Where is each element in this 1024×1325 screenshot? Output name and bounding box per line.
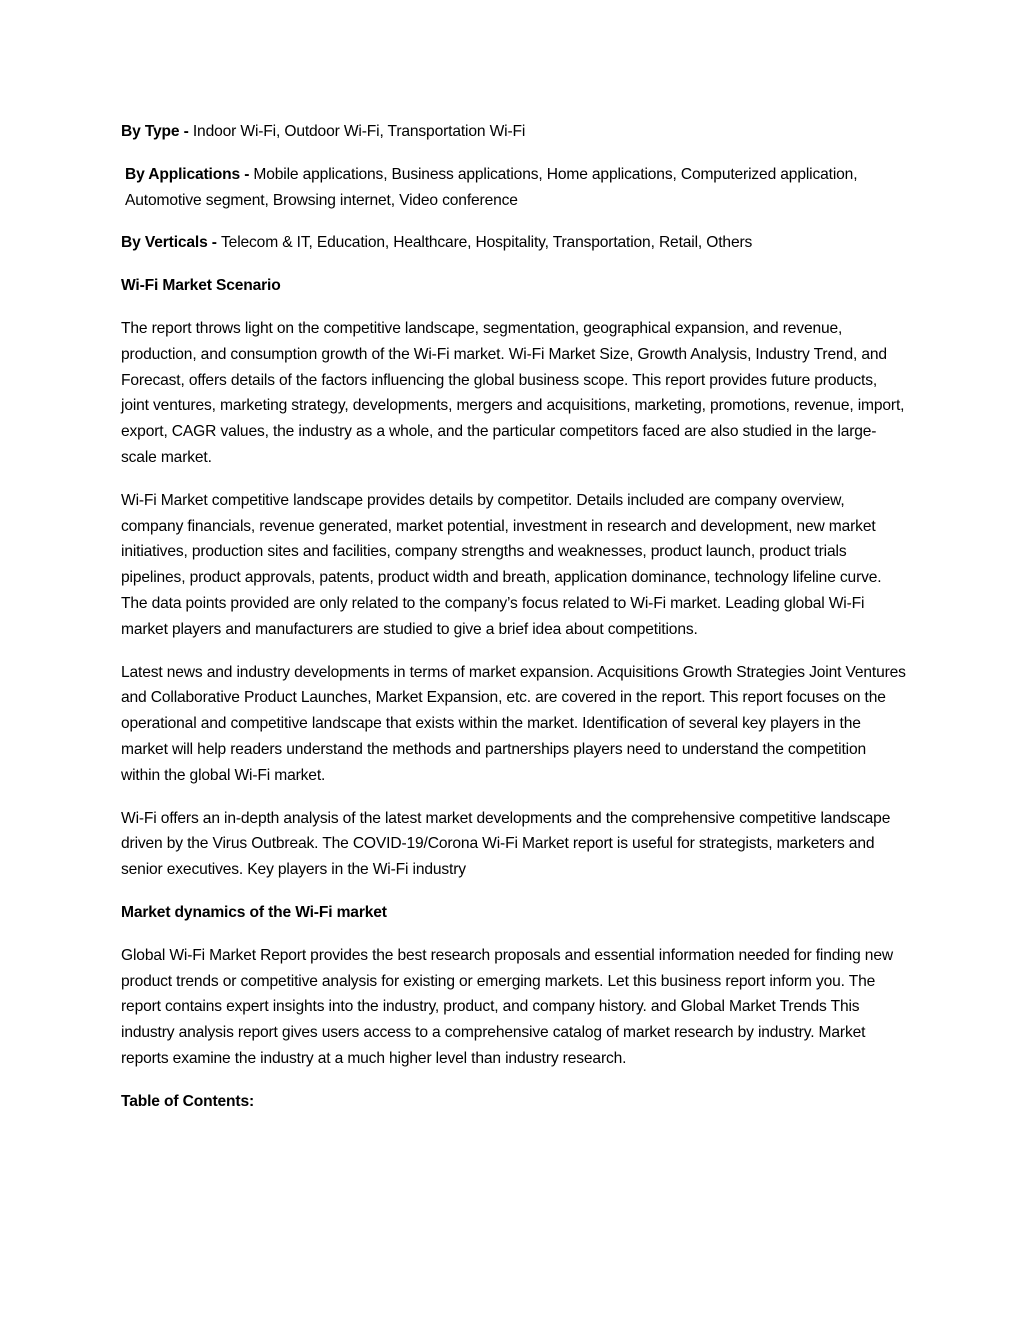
- by-verticals-line: [121, 230, 907, 256]
- by-verticals-value: Telecom & IT, Education, Healthcare, Hospitality, Transportation, Retail, Others: [221, 234, 753, 252]
- scenario-paragraph-1: The report throws light on the competitive landscape, segmentation, geographical expansion, and revenue, production, and consumption growth of the Wi-Fi market. Wi-Fi Market Size, Growth Analysis, Industry Trend, and Forecast, offers details of the factors influencing the global business scope. This report provides future products, joint ventures, marketing strategy, developments, mergers and acquisitions, marketing, promotions, revenue, import, export, CAGR values, the industry as a whole, and the particular competitors faced are also studied in the large-scale market.: [121, 319, 905, 466]
- document-page: [121, 119, 907, 1115]
- by-applications-label: By Applications -: [125, 165, 254, 183]
- by-verticals-label: By Verticals -: [121, 234, 222, 252]
- by-type-line: [121, 119, 907, 145]
- by-type-label: By Type -: [121, 123, 193, 140]
- toc-heading: Table of Contents:: [121, 1092, 255, 1110]
- scenario-paragraph-4: Wi-Fi offers an in-depth analysis of the latest market developments and the comprehensive competitive landscape driven by the Virus Outbreak. The COVID-19/Corona Wi-Fi Market report is useful for strategists, marketers and senior executives. Key players in the Wi-Fi industry: [121, 809, 891, 879]
- dynamics-heading: Market dynamics of the Wi-Fi market: [121, 903, 387, 921]
- scenario-heading: Wi-Fi Market Scenario: [121, 277, 281, 295]
- by-type-value: Indoor Wi-Fi, Outdoor Wi-Fi, Transportation Wi-Fi: [192, 123, 526, 140]
- dynamics-paragraph-1: Global Wi-Fi Market Report provides the best research proposals and essential information needed for finding new product trends or competitive analysis for existing or emerging markets. Let this business report inform you. The report contains expert insights into the industry, product, and company history. and Global Market Trends This industry analysis report gives users access to a comprehensive catalog of market research by industry. Market reports examine the industry at a much higher level than industry research.: [121, 946, 893, 1067]
- scenario-paragraph-2: Wi-Fi Market competitive landscape provides details by competitor. Details included are company overview, company financials, revenue generated, market potential, investment in research and development, new market initiatives, production sites and facilities, company strengths and weaknesses, product launch, product trials pipelines, product approvals, patents, product width and breath, application dominance, technology lifeline curve. The data points provided are only related to the company’s focus related to Wi-Fi market. Leading global Wi-Fi market players and manufacturers are studied to give a brief idea about competitions.: [121, 491, 882, 638]
- scenario-paragraph-3: Latest news and industry developments in terms of market expansion. Acquisitions Growth Strategies Joint Ventures and Collaborative Product Launches, Market Expansion, etc. are covered in the report. This report focuses on the operational and competitive landscape that exists within the market. Identification of several key players in the market will help readers understand the methods and partnerships players need to understand the competition within the global Wi-Fi market.: [121, 663, 906, 784]
- by-applications-line: [121, 162, 907, 214]
- by-applications-value: Mobile applications, Business applications, Home applications, Computerized application, Automotive segment, Browsing internet, Video conference: [125, 165, 858, 209]
